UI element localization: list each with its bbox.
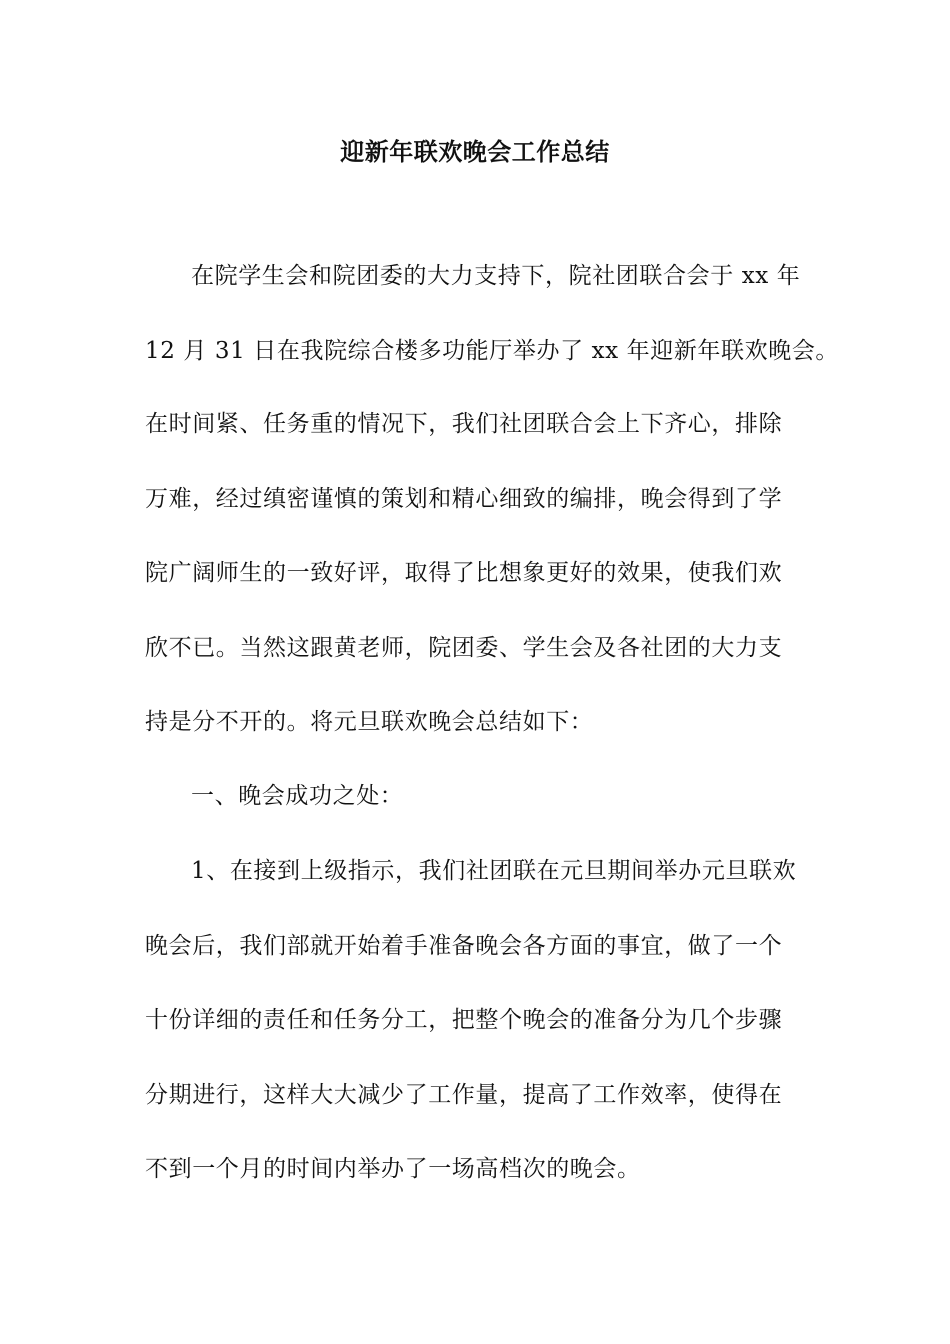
paragraph-line: 分期进行，这样大大减少了工作量，提高了工作效率，使得在: [145, 1082, 783, 1108]
paragraph-line: 1、在接到上级指示，我们社团联在元旦期间举办元旦联欢: [191, 858, 797, 884]
paragraph-line: 院广阔师生的一致好评，取得了比想象更好的效果，使我们欢: [145, 560, 783, 586]
paragraph-line: 不到一个月的时间内举办了一场高档次的晚会。: [145, 1156, 641, 1182]
paragraph-line: 12 月 31 日在我院综合楼多功能厅举办了 xx 年迎新年联欢晚会。: [145, 338, 840, 364]
document-title: 迎新年联欢晚会工作总结: [340, 137, 610, 166]
paragraph-line: 欣不已。当然这跟黄老师，院团委、学生会及各社团的大力支: [145, 635, 783, 661]
paragraph-line: 在院学生会和院团委的大力支持下，院社团联合会于 xx 年: [191, 263, 801, 289]
paragraph-line: 十份详细的责任和任务分工，把整个晚会的准备分为几个步骤: [145, 1007, 783, 1033]
paragraph-line: 在时间紧、任务重的情况下，我们社团联合会上下齐心，排除: [145, 411, 783, 437]
paragraph-line: 万难，经过缜密谨慎的策划和精心细致的编排，晚会得到了学: [145, 486, 783, 512]
paragraph-line: 晚会后，我们部就开始着手准备晚会各方面的事宜，做了一个: [145, 933, 783, 959]
section-heading: 一、晚会成功之处：: [191, 783, 404, 809]
paragraph-line: 持是分不开的。将元旦联欢晚会总结如下：: [145, 709, 594, 735]
